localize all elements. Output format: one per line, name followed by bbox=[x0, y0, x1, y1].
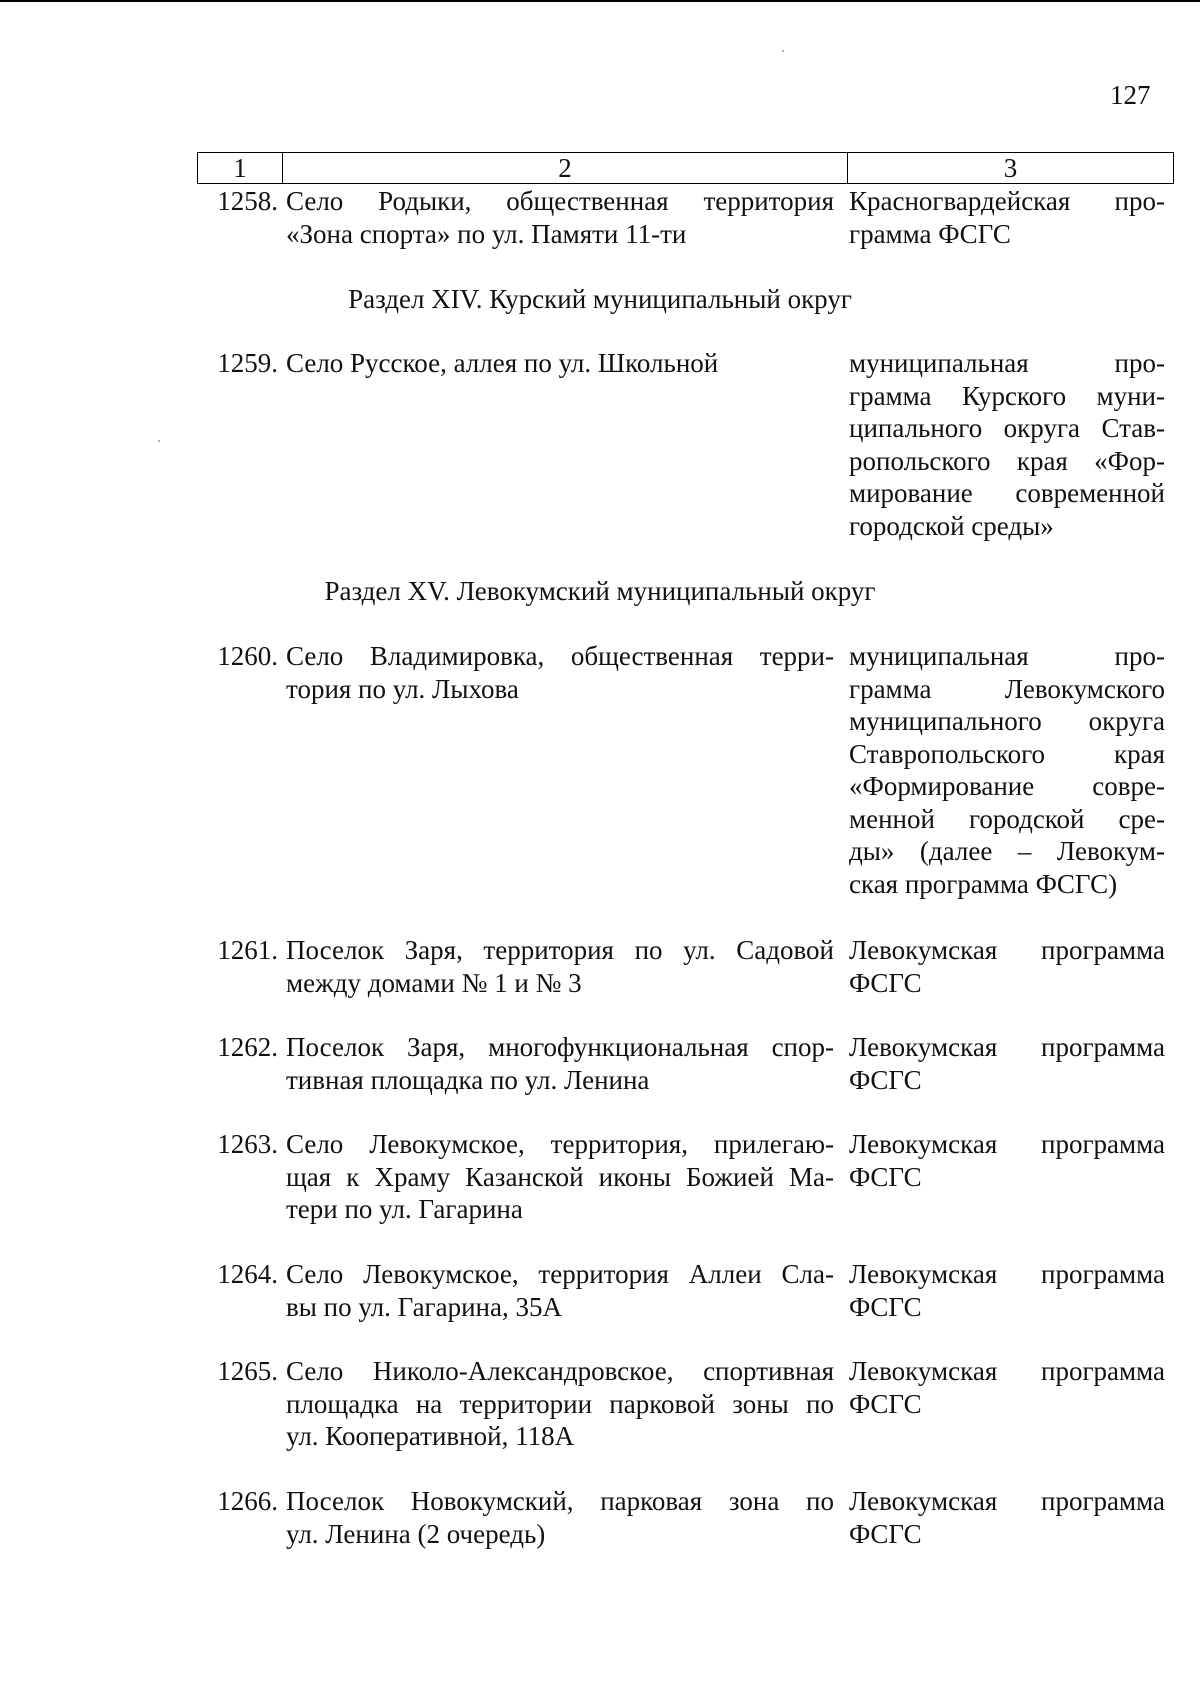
entry-name-line: Село Николо-Александровское, спортивная bbox=[286, 1356, 834, 1386]
entry-name-line: между домами № 1 и № 3 bbox=[286, 967, 582, 998]
entry-name-line: Поселок Новокумский, парковая зона по bbox=[286, 1486, 834, 1516]
entry-name bbox=[286, 1031, 834, 1096]
entry-program-line: муниципальная про- bbox=[849, 348, 1165, 378]
entry-program-line: ФСГС bbox=[849, 1161, 922, 1192]
table-header-col-3: 3 bbox=[848, 153, 1174, 184]
entry-name-line: тивная площадка по ул. Ленина bbox=[286, 1064, 650, 1095]
entry-program bbox=[849, 1258, 1165, 1323]
entry-number: 1258. bbox=[217, 186, 278, 216]
entry-name-line: ул. Ленина (2 очередь) bbox=[286, 1518, 546, 1549]
entry-name-line: площадка на территории парковой зоны по bbox=[286, 1388, 834, 1419]
entry-name-line: Село Левокумское, территория, прилегаю- bbox=[286, 1129, 834, 1159]
entry-program bbox=[849, 1128, 1165, 1193]
entry-program-line: ФСГС bbox=[849, 1291, 922, 1322]
entry-name-line: Поселок Заря, многофункциональная спор- bbox=[286, 1032, 834, 1062]
entry-number: 1265. bbox=[217, 1356, 278, 1386]
entry-number: 1264. bbox=[217, 1259, 278, 1289]
entry-program-line: ФСГС bbox=[849, 967, 922, 998]
entry-program-line: Левокумская программа bbox=[849, 935, 1165, 965]
entry-name-line: ул. Кооперативной, 118А bbox=[286, 1421, 575, 1451]
scan-speck bbox=[158, 440, 160, 442]
entry-program bbox=[849, 185, 1165, 250]
entry-name bbox=[286, 347, 834, 380]
entry-program-line: Левокумская программа bbox=[849, 1486, 1165, 1516]
entry-name-line: Поселок Заря, территория по ул. Садовой bbox=[286, 935, 834, 965]
entry-name-line: тория по ул. Лыхова bbox=[286, 673, 519, 704]
entry-name-line: вы по ул. Гагарина, 35А bbox=[286, 1291, 562, 1322]
section-title: Раздел XV. Левокумский муниципальный округ bbox=[324, 576, 876, 606]
entry-name bbox=[286, 1485, 834, 1550]
table-header-col-2: 2 bbox=[283, 153, 848, 184]
entry-name bbox=[286, 1258, 834, 1323]
entry-program-line: грамма ФСГС bbox=[849, 218, 1011, 249]
entry-program-line: ды» (далее – Левокум- bbox=[849, 836, 1165, 866]
entry-program-line: грамма Левокумского bbox=[849, 673, 1165, 704]
entry-program-line: Красногвардейская про- bbox=[849, 186, 1165, 216]
entry-program-line: Левокумская программа bbox=[849, 1032, 1165, 1062]
entry-program bbox=[849, 1355, 1165, 1420]
entry-name bbox=[286, 185, 834, 250]
entry-name-line: тери по ул. Гагарина bbox=[286, 1194, 523, 1224]
entry-program-line: ципального округа Став- bbox=[849, 413, 1165, 443]
entry-number: 1263. bbox=[217, 1129, 278, 1159]
entry-program-line: ФСГС bbox=[849, 1388, 922, 1419]
entry-name bbox=[286, 1128, 834, 1226]
entry-program-line: Левокумская программа bbox=[849, 1356, 1165, 1386]
entry-name-line: Село Русское, аллея по ул. Школьной bbox=[286, 348, 719, 378]
entry-name-line: Село Родыки, общественная территория bbox=[286, 186, 834, 216]
entry-program-line: «Формирование совре- bbox=[849, 771, 1165, 801]
entry-program-line: Левокумская программа bbox=[849, 1259, 1165, 1289]
entry-number: 1260. bbox=[217, 641, 278, 671]
entry-program bbox=[849, 934, 1165, 999]
entry-number: 1266. bbox=[217, 1486, 278, 1516]
entry-program-line: мирование современной bbox=[849, 478, 1165, 508]
entry-program bbox=[849, 347, 1165, 542]
section-title: Раздел XIV. Курский муниципальный округ bbox=[348, 284, 852, 314]
entry-program-line: Левокумская программа bbox=[849, 1129, 1165, 1159]
entry-name bbox=[286, 1355, 834, 1453]
entry-program-line: ская программа ФСГС) bbox=[849, 868, 1118, 899]
entry-program-line: ропольского края «Фор- bbox=[849, 445, 1165, 476]
entry-program-line: грамма Курского муни- bbox=[849, 380, 1165, 411]
entry-program-line: Ставропольского края bbox=[849, 738, 1165, 769]
entry-number: 1259. bbox=[217, 348, 278, 378]
scan-top-border bbox=[0, 0, 1200, 2]
entry-program bbox=[849, 1485, 1165, 1550]
entry-program-line: муниципальная про- bbox=[849, 641, 1165, 671]
entry-name bbox=[286, 640, 834, 705]
entry-name-line: Село Левокумское, территория Аллеи Сла- bbox=[286, 1259, 834, 1289]
entry-number: 1262. bbox=[217, 1032, 278, 1062]
entry-program-line: муниципального округа bbox=[849, 706, 1165, 736]
entry-program-line: ФСГС bbox=[849, 1064, 922, 1095]
entry-number: 1261. bbox=[217, 935, 278, 965]
entry-program bbox=[849, 640, 1165, 900]
table-header-col-1: 1 bbox=[198, 153, 283, 184]
entry-program-line: менной городской сре- bbox=[849, 803, 1165, 834]
entry-name-line: Село Владимировка, общественная терри- bbox=[286, 641, 834, 671]
entry-program-line: ФСГС bbox=[849, 1518, 922, 1549]
scan-speck bbox=[782, 50, 784, 52]
page-number: 127 bbox=[1110, 80, 1151, 110]
entry-name-line: щая к Храму Казанской иконы Божией Ма- bbox=[286, 1161, 834, 1192]
entry-program-line: городской среды» bbox=[849, 510, 1054, 541]
entry-program bbox=[849, 1031, 1165, 1096]
entry-name-line: «Зона спорта» по ул. Памяти 11-ти bbox=[286, 218, 687, 249]
entry-name bbox=[286, 934, 834, 999]
table-header bbox=[197, 152, 1174, 184]
